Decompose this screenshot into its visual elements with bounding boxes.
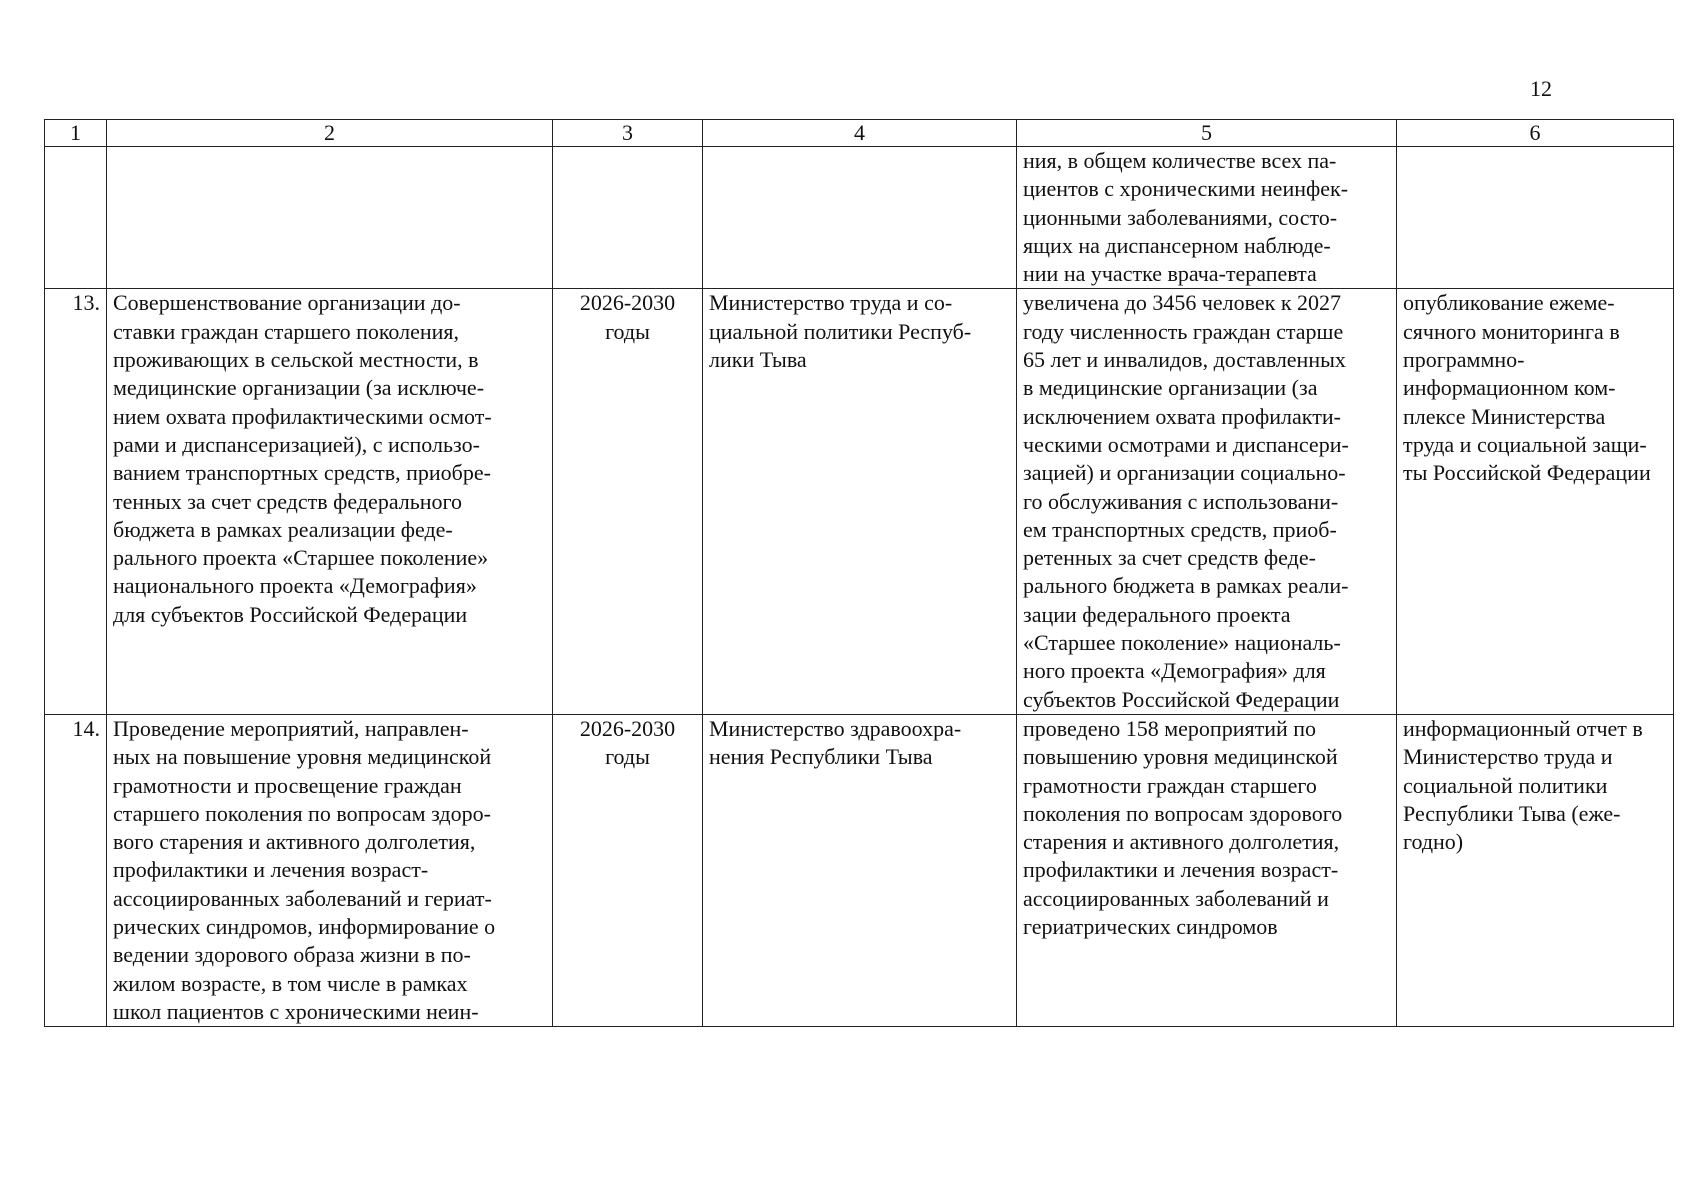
text-line: Министерство здравоохра- xyxy=(709,715,962,741)
text-line: нием охвата профилактическими осмот- xyxy=(113,403,492,429)
table-cell xyxy=(703,147,1017,289)
text-line: исключением охвата профилакти- xyxy=(1023,403,1341,429)
text-line: ного проекта «Демография» для xyxy=(1023,658,1326,684)
header-row xyxy=(45,120,1674,147)
text-line: профилактики и лечения возраст- xyxy=(113,857,429,883)
text-line: грамотности граждан старшего xyxy=(1023,772,1317,798)
table-row xyxy=(45,289,1674,714)
continuation-row xyxy=(45,147,1674,289)
text-line: ных на повышение уровня медицинской xyxy=(113,744,492,770)
text-line: ассоциированных заболеваний и xyxy=(1023,885,1329,911)
column-header: 2 xyxy=(107,120,553,147)
text-line: гериатрических синдромов xyxy=(1023,914,1278,940)
text-line: старения и активного долголетия, xyxy=(1023,829,1340,855)
responsible-cell xyxy=(703,289,1017,714)
text-line: рального бюджета в рамках реали- xyxy=(1023,573,1349,599)
indicator-cell xyxy=(1017,147,1397,289)
text-line: ты Российской Федерации xyxy=(1403,460,1651,486)
text-line: труда и социальной защи- xyxy=(1403,431,1647,457)
row-number: 14. xyxy=(45,714,107,1026)
text-line: проведено 158 мероприятий по xyxy=(1023,715,1317,741)
text-line: социальной политики xyxy=(1403,772,1608,798)
text-line: тенных за счет средств федерального xyxy=(113,488,463,514)
text-line: зацией) и организации социально- xyxy=(1023,460,1346,486)
measures-table xyxy=(44,119,1674,1027)
text-line: Совершенствование организации до- xyxy=(113,290,461,316)
result-cell xyxy=(1397,714,1674,1026)
text-line: национального проекта «Демография» xyxy=(113,573,477,599)
text-line: плексе Министерства xyxy=(1403,403,1606,429)
text-line: го обслуживания с использовани- xyxy=(1023,488,1339,514)
text-line: нения Республики Тыва xyxy=(709,744,933,770)
column-header: 1 xyxy=(45,120,107,147)
text-line: ассоциированных заболеваний и гериат- xyxy=(113,885,492,911)
text-line: профилактики и лечения возраст- xyxy=(1023,857,1339,883)
text-line: 2026-2030 xyxy=(579,715,676,741)
text-line: году численность граждан старше xyxy=(1023,318,1344,344)
text-line: 65 лет и инвалидов, доставленных xyxy=(1023,347,1346,373)
text-line: Проведение мероприятий, направлен- xyxy=(113,715,469,741)
text-line: сячного мониторинга в xyxy=(1403,318,1620,344)
period-cell xyxy=(553,714,703,1026)
text-line: поколения по вопросам здорового xyxy=(1023,800,1343,826)
text-line: проживающих в сельской местности, в xyxy=(113,347,479,373)
column-header: 4 xyxy=(703,120,1017,147)
text-line: грамотности и просвещение граждан xyxy=(113,772,462,798)
text-line: медицинские организации (за исключе- xyxy=(113,375,485,401)
text-line: старшего поколения по вопросам здоро- xyxy=(113,800,491,826)
text-line: ния, в общем количестве всех па- xyxy=(1023,148,1337,173)
text-line: информационном ком- xyxy=(1403,375,1616,401)
text-line: ставки граждан старшего поколения, xyxy=(113,318,460,344)
text-line: для субъектов Российской Федерации xyxy=(113,601,468,627)
text-line: опубликование ежеме- xyxy=(1403,290,1615,316)
text-line: нии на участке врача-терапевта xyxy=(1023,261,1317,287)
text-line: Республики Тыва (еже- xyxy=(1403,800,1621,826)
text-line: ванием транспортных средств, приобре- xyxy=(113,460,491,486)
text-line: ящих на диспансерном наблюде- xyxy=(1023,232,1331,258)
text-line: бюджета в рамках реализации феде- xyxy=(113,516,453,542)
text-line: лики Тыва xyxy=(709,347,807,373)
text-line: рами и диспансеризацией), с использо- xyxy=(113,431,480,457)
column-header: 6 xyxy=(1397,120,1674,147)
text-line: годы xyxy=(605,318,650,344)
table-cell xyxy=(1397,147,1674,289)
table-cell xyxy=(107,147,553,289)
text-line: 2026-2030 xyxy=(579,290,676,316)
page-number: 12 xyxy=(1530,76,1552,101)
table-row xyxy=(45,714,1674,1026)
text-line: увеличена до 3456 человек к 2027 xyxy=(1023,290,1342,316)
text-line: зации федерального проекта xyxy=(1023,601,1291,627)
text-line: циальной политики Респуб- xyxy=(709,318,972,344)
text-line: ведении здорового образа жизни в по- xyxy=(113,942,471,968)
text-line: Министерство труда и со- xyxy=(709,290,953,316)
indicator-cell xyxy=(1017,289,1397,714)
text-line: рального проекта «Старшее поколение» xyxy=(113,545,489,571)
text-line: школ пациентов с хроническими неин- xyxy=(113,998,479,1024)
row-number: 13. xyxy=(45,289,107,714)
text-line: ем транспортных средств, приоб- xyxy=(1023,516,1337,542)
text-line: в медицинские организации (за xyxy=(1023,375,1318,401)
measure-cell xyxy=(107,714,553,1026)
text-line: субъектов Российской Федерации xyxy=(1023,686,1340,712)
indicator-cell xyxy=(1017,714,1397,1026)
text-line: циентов с хроническими неинфек- xyxy=(1023,176,1349,202)
text-line: Министерство труда и xyxy=(1403,744,1613,770)
text-line: ретенных за счет средств феде- xyxy=(1023,545,1316,571)
text-line: годно) xyxy=(1403,829,1464,855)
text-line: информационный отчет в xyxy=(1403,715,1643,741)
responsible-cell xyxy=(703,714,1017,1026)
text-line: ционными заболеваниями, состо- xyxy=(1023,204,1338,230)
text-line: годы xyxy=(605,744,650,770)
column-header: 5 xyxy=(1017,120,1397,147)
text-line: программно- xyxy=(1403,347,1525,373)
text-line: повышению уровня медицинской xyxy=(1023,744,1338,770)
text-line: рических синдромов, информирование о xyxy=(113,914,496,940)
text-line: ческими осмотрами и диспансери- xyxy=(1023,431,1349,457)
table-cell xyxy=(45,147,107,289)
period-cell xyxy=(553,289,703,714)
text-line: жилом возрасте, в том числе в рамках xyxy=(113,970,468,996)
text-line: вого старения и активного долголетия, xyxy=(113,829,476,855)
result-cell xyxy=(1397,289,1674,714)
text-line: «Старшее поколение» националь- xyxy=(1023,630,1341,656)
table-cell xyxy=(553,147,703,289)
column-header: 3 xyxy=(553,120,703,147)
measure-cell xyxy=(107,289,553,714)
